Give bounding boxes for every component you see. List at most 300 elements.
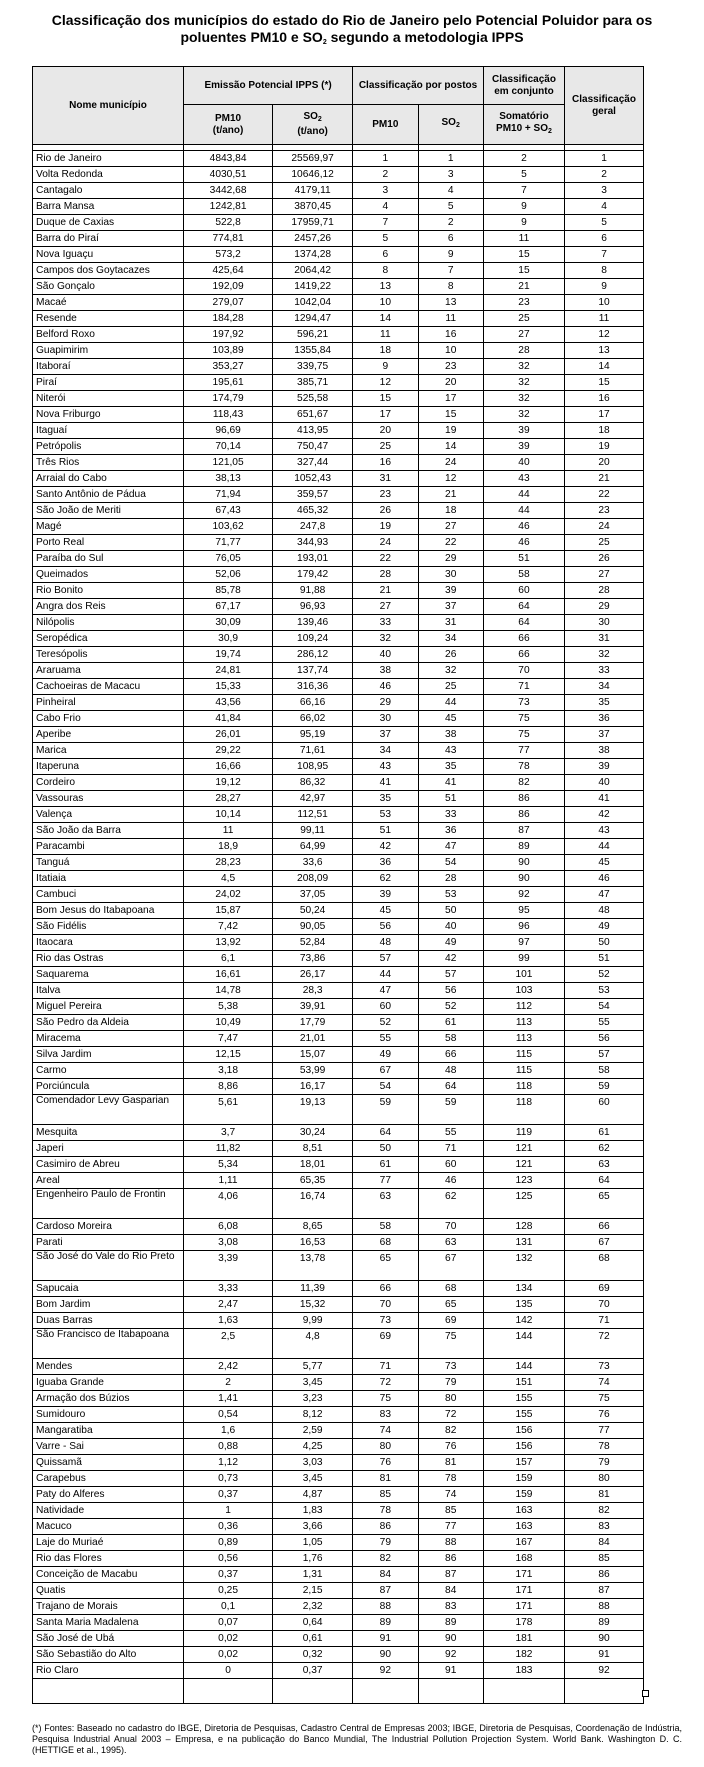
so2-emission-cell: 5,77 [273, 1359, 353, 1375]
sum-rank-cell: 90 [483, 871, 564, 887]
sum-rank-cell: 142 [483, 1313, 564, 1329]
table-row [33, 1141, 644, 1157]
sum-rank-cell: 163 [483, 1503, 564, 1519]
sum-rank-cell: 44 [483, 503, 564, 519]
pm10-rank-cell: 3 [353, 183, 418, 199]
so2-emission-cell: 25569,97 [273, 151, 353, 167]
pm10-rank-cell: 29 [353, 695, 418, 711]
sum-rank-cell: 171 [483, 1599, 564, 1615]
municipality-name-cell: Teresópolis [33, 647, 184, 663]
pm10-emission-cell: 121,05 [184, 455, 273, 471]
pm10-emission-cell: 0,02 [184, 1631, 273, 1647]
municipality-name-cell: Rio das Ostras [33, 951, 184, 967]
empty-row [33, 1679, 644, 1704]
table-row [33, 1631, 644, 1647]
pm10-rank-cell: 58 [353, 1219, 418, 1235]
pm10-rank-cell: 8 [353, 263, 418, 279]
pm10-emission-cell: 4,5 [184, 871, 273, 887]
so2-rank-cell: 3 [418, 167, 483, 183]
pm10-rank-cell: 54 [353, 1079, 418, 1095]
municipality-name-cell: Nilópolis [33, 615, 184, 631]
so2-emission-cell: 1052,43 [273, 471, 353, 487]
table-row [33, 1329, 644, 1359]
so2-rank-cell: 23 [418, 359, 483, 375]
general-rank-cell: 22 [565, 487, 644, 503]
pm10-rank-cell: 28 [353, 567, 418, 583]
so2-emission-cell: 17959,71 [273, 215, 353, 231]
so2-rank-cell: 89 [418, 1615, 483, 1631]
pm10-emission-cell: 0,37 [184, 1567, 273, 1583]
pm10-rank-cell: 34 [353, 743, 418, 759]
general-rank-cell: 24 [565, 519, 644, 535]
so2-rank-cell: 7 [418, 263, 483, 279]
pm10-rank-cell: 55 [353, 1031, 418, 1047]
table-row [33, 1125, 644, 1141]
so2-emission-cell: 3,45 [273, 1471, 353, 1487]
pm10-rank-cell: 11 [353, 327, 418, 343]
so2-emission-cell: 42,97 [273, 791, 353, 807]
pm10-rank-cell: 64 [353, 1125, 418, 1141]
sum-rank-cell: 28 [483, 343, 564, 359]
so2-emission-cell: 65,35 [273, 1173, 353, 1189]
municipality-name-cell: Paty do Alferes [33, 1487, 184, 1503]
pm10-emission-cell: 14,78 [184, 983, 273, 999]
sum-rank-cell: 32 [483, 407, 564, 423]
pm10-rank-cell: 10 [353, 295, 418, 311]
municipality-name-cell: Seropédica [33, 631, 184, 647]
so2-emission-cell: 465,32 [273, 503, 353, 519]
sum-rank-cell: 97 [483, 935, 564, 951]
pm10-emission-cell: 425,64 [184, 263, 273, 279]
sum-rank-cell: 39 [483, 423, 564, 439]
so2-rank-cell: 30 [418, 567, 483, 583]
table-row [33, 183, 644, 199]
general-rank-cell: 68 [565, 1251, 644, 1281]
municipality-name-cell: Três Rios [33, 455, 184, 471]
so2-emission-cell: 17,79 [273, 1015, 353, 1031]
table-row [33, 631, 644, 647]
so2-rank-cell: 54 [418, 855, 483, 871]
pm10-rank-cell: 39 [353, 887, 418, 903]
pm10-rank-cell: 16 [353, 455, 418, 471]
pm10-rank-cell: 40 [353, 647, 418, 663]
so2-emission-cell: 90,05 [273, 919, 353, 935]
general-rank-cell: 30 [565, 615, 644, 631]
sum-rank-cell: 86 [483, 807, 564, 823]
sum-rank-cell: 151 [483, 1375, 564, 1391]
pm10-rank-cell: 88 [353, 1599, 418, 1615]
sum-rank-cell: 46 [483, 535, 564, 551]
so2-emission-cell: 73,86 [273, 951, 353, 967]
so2-rank-cell: 12 [418, 471, 483, 487]
so2-rank-cell: 59 [418, 1095, 483, 1125]
general-rank-cell: 76 [565, 1407, 644, 1423]
header-sum-rank: Somatório $PM10 + SO_2$ [483, 105, 564, 145]
so2-rank-cell: 56 [418, 983, 483, 999]
so2-rank-cell: 51 [418, 791, 483, 807]
so2-emission-cell: 137,74 [273, 663, 353, 679]
general-rank-cell: 14 [565, 359, 644, 375]
pm10-emission-cell: 1,11 [184, 1173, 273, 1189]
so2-emission-cell: 0,64 [273, 1615, 353, 1631]
municipality-name-cell: Iguaba Grande [33, 1375, 184, 1391]
table-row [33, 455, 644, 471]
municipality-name-cell: Barra Mansa [33, 199, 184, 215]
so2-rank-cell: 26 [418, 647, 483, 663]
municipality-name-cell: Santo Antônio de Pádua [33, 487, 184, 503]
header-so2-emission: $SO_2$ (t/ano) [273, 105, 353, 145]
municipality-name-cell: Paraíba do Sul [33, 551, 184, 567]
sum-rank-cell: 73 [483, 695, 564, 711]
so2-rank-cell: 14 [418, 439, 483, 455]
so2-rank-cell: 38 [418, 727, 483, 743]
so2-emission-cell: 28,3 [273, 983, 353, 999]
municipality-name-cell: São José do Vale do Rio Preto [33, 1251, 184, 1281]
table-row [33, 1219, 644, 1235]
so2-emission-cell: 108,95 [273, 759, 353, 775]
sum-rank-cell: 15 [483, 263, 564, 279]
so2-emission-cell: 4,87 [273, 1487, 353, 1503]
page-title [16, 12, 688, 51]
general-rank-cell: 36 [565, 711, 644, 727]
so2-rank-cell: 80 [418, 1391, 483, 1407]
pm10-rank-cell: 43 [353, 759, 418, 775]
table-row [33, 871, 644, 887]
table-row [33, 391, 644, 407]
so2-emission-cell: 33,6 [273, 855, 353, 871]
pm10-emission-cell: 197,92 [184, 327, 273, 343]
table-row [33, 487, 644, 503]
pm10-emission-cell: 3,18 [184, 1063, 273, 1079]
municipality-name-cell: Itaocara [33, 935, 184, 951]
municipality-name-cell: Itatiaia [33, 871, 184, 887]
so2-rank-cell: 73 [418, 1359, 483, 1375]
table-row [33, 999, 644, 1015]
so2-emission-cell: 18,01 [273, 1157, 353, 1173]
so2-emission-cell: 9,99 [273, 1313, 353, 1329]
municipality-name-cell: São Francisco de Itabapoana [33, 1329, 184, 1359]
table-row [33, 695, 644, 711]
pm10-rank-cell: 67 [353, 1063, 418, 1079]
so2-rank-cell: 78 [418, 1471, 483, 1487]
so2-rank-cell: 57 [418, 967, 483, 983]
sum-rank-cell: 64 [483, 599, 564, 615]
pm10-rank-cell: 36 [353, 855, 418, 871]
table-row [33, 1375, 644, 1391]
so2-rank-cell: 81 [418, 1455, 483, 1471]
pm10-emission-cell: 11,82 [184, 1141, 273, 1157]
general-rank-cell: 11 [565, 311, 644, 327]
general-rank-cell: 37 [565, 727, 644, 743]
so2-emission-cell: 11,39 [273, 1281, 353, 1297]
sum-rank-cell: 101 [483, 967, 564, 983]
general-rank-cell: 17 [565, 407, 644, 423]
table-row [33, 551, 644, 567]
so2-emission-cell: 1042,04 [273, 295, 353, 311]
sum-rank-cell: 119 [483, 1125, 564, 1141]
general-rank-cell: 83 [565, 1519, 644, 1535]
sum-rank-cell: 43 [483, 471, 564, 487]
pm10-emission-cell: 3,7 [184, 1125, 273, 1141]
sum-rank-cell: 82 [483, 775, 564, 791]
municipality-name-cell: Cachoeiras de Macacu [33, 679, 184, 695]
pm10-rank-cell: 7 [353, 215, 418, 231]
pm10-emission-cell: 19,12 [184, 775, 273, 791]
pm10-rank-cell: 89 [353, 1615, 418, 1631]
so2-rank-cell: 79 [418, 1375, 483, 1391]
sum-rank-cell: 144 [483, 1329, 564, 1359]
pm10-emission-cell: 52,06 [184, 567, 273, 583]
pm10-emission-cell: 67,17 [184, 599, 273, 615]
so2-rank-cell: 40 [418, 919, 483, 935]
municipality-name-cell: Rio de Janeiro [33, 151, 184, 167]
pm10-emission-cell: 353,27 [184, 359, 273, 375]
pm10-rank-cell: 66 [353, 1281, 418, 1297]
municipality-name-cell: São José de Ubá [33, 1631, 184, 1647]
header-emission: Emissão Potencial IPPS (*) [184, 67, 353, 105]
so2-rank-cell: 45 [418, 711, 483, 727]
pm10-emission-cell: 16,61 [184, 967, 273, 983]
pm10-emission-cell: 522,8 [184, 215, 273, 231]
municipality-name-cell: Varre - Sai [33, 1439, 184, 1455]
so2-emission-cell: 112,51 [273, 807, 353, 823]
general-rank-cell: 40 [565, 775, 644, 791]
table-row [33, 1079, 644, 1095]
sum-rank-cell: 159 [483, 1471, 564, 1487]
table-row [33, 1407, 644, 1423]
table-row [33, 983, 644, 999]
table-row [33, 1455, 644, 1471]
pm10-emission-cell: 0,54 [184, 1407, 273, 1423]
general-rank-cell: 75 [565, 1391, 644, 1407]
sum-rank-cell: 125 [483, 1189, 564, 1219]
pm10-emission-cell: 1242,81 [184, 199, 273, 215]
pm10-rank-cell: 51 [353, 823, 418, 839]
sum-rank-cell: 115 [483, 1063, 564, 1079]
table-row [33, 599, 644, 615]
municipality-name-cell: Cabo Frio [33, 711, 184, 727]
pm10-rank-cell: 37 [353, 727, 418, 743]
pm10-rank-cell: 26 [353, 503, 418, 519]
municipality-name-cell: Valença [33, 807, 184, 823]
general-rank-cell: 60 [565, 1095, 644, 1125]
pm10-rank-cell: 27 [353, 599, 418, 615]
municipality-name-cell: Cordeiro [33, 775, 184, 791]
sum-rank-cell: 89 [483, 839, 564, 855]
so2-emission-cell: 2064,42 [273, 263, 353, 279]
municipality-name-cell: Vassouras [33, 791, 184, 807]
pm10-emission-cell: 24,02 [184, 887, 273, 903]
sum-rank-cell: 159 [483, 1487, 564, 1503]
table-row [33, 471, 644, 487]
general-rank-cell: 10 [565, 295, 644, 311]
sum-rank-cell: 171 [483, 1567, 564, 1583]
pm10-rank-cell: 63 [353, 1189, 418, 1219]
so2-emission-cell: 16,17 [273, 1079, 353, 1095]
pm10-emission-cell: 0,73 [184, 1471, 273, 1487]
sum-rank-cell: 32 [483, 391, 564, 407]
table-row [33, 1647, 644, 1663]
pm10-rank-cell: 74 [353, 1423, 418, 1439]
so2-rank-cell: 52 [418, 999, 483, 1015]
so2-rank-cell: 17 [418, 391, 483, 407]
pm10-emission-cell: 8,86 [184, 1079, 273, 1095]
municipality-name-cell: Armação dos Búzios [33, 1391, 184, 1407]
sum-rank-cell: 183 [483, 1663, 564, 1679]
municipality-name-cell: Macuco [33, 1519, 184, 1535]
general-rank-cell: 42 [565, 807, 644, 823]
table-row [33, 343, 644, 359]
table-row [33, 311, 644, 327]
sum-rank-cell: 132 [483, 1251, 564, 1281]
pm10-emission-cell: 2,42 [184, 1359, 273, 1375]
table-row [33, 1359, 644, 1375]
pm10-emission-cell: 15,87 [184, 903, 273, 919]
sum-rank-cell: 27 [483, 327, 564, 343]
general-rank-cell: 4 [565, 199, 644, 215]
pm10-rank-cell: 72 [353, 1375, 418, 1391]
general-rank-cell: 58 [565, 1063, 644, 1079]
general-rank-cell: 64 [565, 1173, 644, 1189]
so2-emission-cell: 286,12 [273, 647, 353, 663]
pm10-rank-cell: 56 [353, 919, 418, 935]
so2-emission-cell: 15,07 [273, 1047, 353, 1063]
pm10-rank-cell: 31 [353, 471, 418, 487]
general-rank-cell: 70 [565, 1297, 644, 1313]
table-row [33, 1095, 644, 1125]
pm10-emission-cell: 5,38 [184, 999, 273, 1015]
general-rank-cell: 7 [565, 247, 644, 263]
pm10-rank-cell: 59 [353, 1095, 418, 1125]
pm10-emission-cell: 6,08 [184, 1219, 273, 1235]
pm10-rank-cell: 77 [353, 1173, 418, 1189]
sum-rank-cell: 5 [483, 167, 564, 183]
pm10-rank-cell: 14 [353, 311, 418, 327]
pm10-emission-cell: 0,36 [184, 1519, 273, 1535]
sum-rank-cell: 181 [483, 1631, 564, 1647]
so2-emission-cell: 10646,12 [273, 167, 353, 183]
so2-emission-cell: 179,42 [273, 567, 353, 583]
general-rank-cell: 81 [565, 1487, 644, 1503]
empty-cell [483, 1679, 564, 1704]
table-row [33, 327, 644, 343]
general-rank-cell: 2 [565, 167, 644, 183]
sum-rank-cell: 171 [483, 1583, 564, 1599]
so2-rank-cell: 88 [418, 1535, 483, 1551]
pm10-rank-cell: 79 [353, 1535, 418, 1551]
general-rank-cell: 84 [565, 1535, 644, 1551]
sum-rank-cell: 86 [483, 791, 564, 807]
table-row [33, 679, 644, 695]
sum-rank-cell: 99 [483, 951, 564, 967]
so2-rank-cell: 28 [418, 871, 483, 887]
pm10-rank-cell: 70 [353, 1297, 418, 1313]
so2-rank-cell: 41 [418, 775, 483, 791]
pm10-emission-cell: 10,14 [184, 807, 273, 823]
header-municipality: Nome município [33, 67, 184, 145]
municipality-name-cell: Volta Redonda [33, 167, 184, 183]
general-rank-cell: 3 [565, 183, 644, 199]
pm10-rank-cell: 91 [353, 1631, 418, 1647]
table-row [33, 1535, 644, 1551]
table-row [33, 1251, 644, 1281]
so2-rank-cell: 86 [418, 1551, 483, 1567]
municipality-name-cell: Magé [33, 519, 184, 535]
table-resize-handle[interactable] [642, 1690, 649, 1697]
pm10-emission-cell: 0,88 [184, 1439, 273, 1455]
pm10-emission-cell: 18,9 [184, 839, 273, 855]
municipality-name-cell: Parati [33, 1235, 184, 1251]
so2-rank-cell: 53 [418, 887, 483, 903]
table-row [33, 1599, 644, 1615]
so2-rank-cell: 22 [418, 535, 483, 551]
pm10-emission-cell: 85,78 [184, 583, 273, 599]
sum-rank-cell: 113 [483, 1031, 564, 1047]
sum-rank-cell: 113 [483, 1015, 564, 1031]
so2-rank-cell: 60 [418, 1157, 483, 1173]
sum-rank-cell: 112 [483, 999, 564, 1015]
pm10-rank-cell: 65 [353, 1251, 418, 1281]
general-rank-cell: 34 [565, 679, 644, 695]
municipality-name-cell: Japeri [33, 1141, 184, 1157]
so2-emission-cell: 109,24 [273, 631, 353, 647]
general-rank-cell: 33 [565, 663, 644, 679]
pm10-rank-cell: 41 [353, 775, 418, 791]
pm10-rank-cell: 38 [353, 663, 418, 679]
table-row [33, 1551, 644, 1567]
municipality-name-cell: Laje do Muriaé [33, 1535, 184, 1551]
pm10-emission-cell: 13,92 [184, 935, 273, 951]
table-row [33, 951, 644, 967]
pm10-rank-cell: 85 [353, 1487, 418, 1503]
pm10-emission-cell: 41,84 [184, 711, 273, 727]
so2-emission-cell: 385,71 [273, 375, 353, 391]
general-rank-cell: 71 [565, 1313, 644, 1329]
so2-emission-cell: 30,24 [273, 1125, 353, 1141]
pm10-emission-cell: 0,56 [184, 1551, 273, 1567]
sum-rank-cell: 118 [483, 1095, 564, 1125]
so2-emission-cell: 37,05 [273, 887, 353, 903]
so2-rank-cell: 16 [418, 327, 483, 343]
general-rank-cell: 15 [565, 375, 644, 391]
table-row [33, 775, 644, 791]
pm10-rank-cell: 57 [353, 951, 418, 967]
municipality-name-cell: Santa Maria Madalena [33, 1615, 184, 1631]
municipality-name-cell: Engenheiro Paulo de Frontin [33, 1189, 184, 1219]
pm10-emission-cell: 0,89 [184, 1535, 273, 1551]
municipality-name-cell: Nova Iguaçu [33, 247, 184, 263]
sum-rank-cell: 71 [483, 679, 564, 695]
general-rank-cell: 90 [565, 1631, 644, 1647]
table-row [33, 423, 644, 439]
general-rank-cell: 57 [565, 1047, 644, 1063]
so2-emission-cell: 3,03 [273, 1455, 353, 1471]
pm10-emission-cell: 2,5 [184, 1329, 273, 1359]
so2-rank-cell: 11 [418, 311, 483, 327]
header-pm10-emission: PM10 (t/ano) [184, 105, 273, 145]
pm10-emission-cell: 1,41 [184, 1391, 273, 1407]
general-rank-cell: 78 [565, 1439, 644, 1455]
so2-rank-cell: 55 [418, 1125, 483, 1141]
general-rank-cell: 62 [565, 1141, 644, 1157]
so2-emission-cell: 8,12 [273, 1407, 353, 1423]
municipality-name-cell: Mendes [33, 1359, 184, 1375]
municipality-name-cell: Piraí [33, 375, 184, 391]
so2-emission-cell: 52,84 [273, 935, 353, 951]
pm10-emission-cell: 4,06 [184, 1189, 273, 1219]
pm10-emission-cell: 3,39 [184, 1251, 273, 1281]
sum-rank-cell: 103 [483, 983, 564, 999]
